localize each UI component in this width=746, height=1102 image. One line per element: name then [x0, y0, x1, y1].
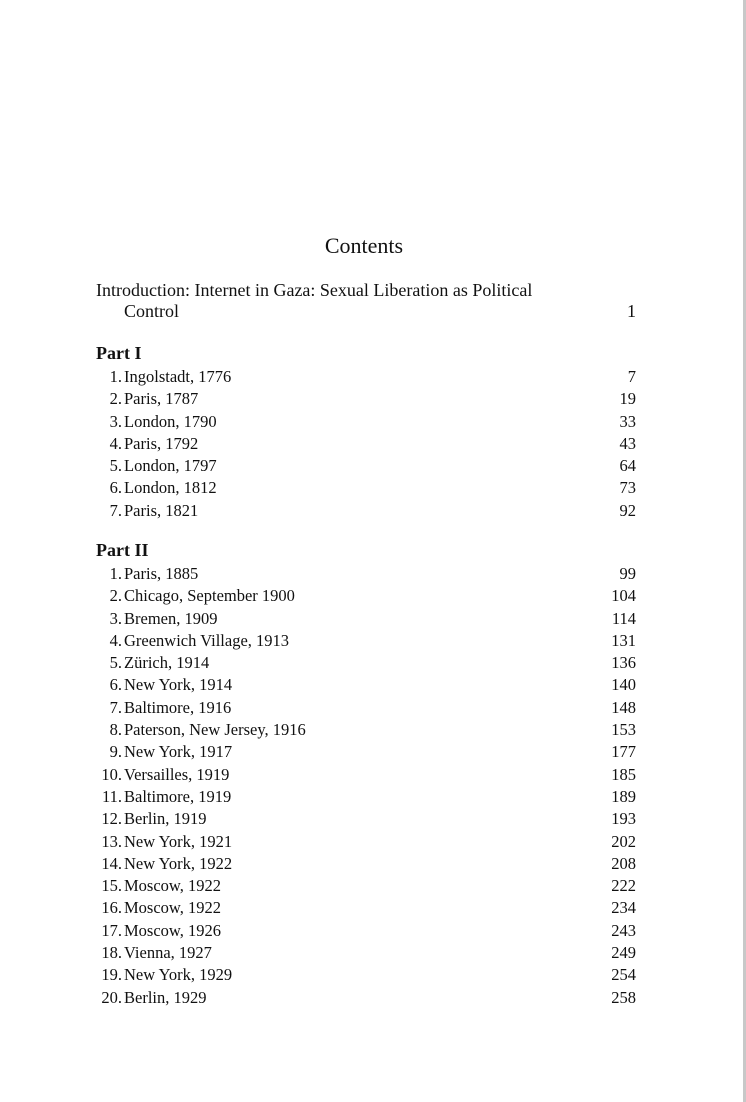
chapter-title: Baltimore, 1919	[124, 786, 232, 806]
toc-entry	[96, 500, 636, 522]
toc-entry-heading	[96, 853, 232, 875]
chapter-number: 7.	[109, 697, 122, 717]
toc-entry-heading	[96, 411, 217, 433]
chapter-title: New York, 1922	[124, 853, 233, 873]
toc-entry-heading	[96, 366, 231, 388]
toc-entry-heading	[96, 608, 217, 630]
toc-entry	[96, 477, 636, 499]
chapter-number: 1.	[109, 367, 122, 386]
chapter-title: Berlin, 1919	[124, 809, 207, 829]
chapter-number: 16.	[101, 898, 122, 918]
part-2-entries	[96, 563, 636, 1009]
intro-title-line2-text: Control	[124, 301, 180, 321]
page-number: 185	[611, 764, 636, 784]
page-number: 249	[611, 943, 636, 963]
chapter-title: New York, 1929	[124, 965, 233, 985]
toc-entry-heading	[96, 786, 231, 808]
chapter-title: Paris, 1885	[124, 564, 199, 583]
chapter-number: 14.	[101, 853, 122, 873]
toc-entry-heading	[96, 388, 198, 410]
chapter-title: Chicago, September 1900	[124, 586, 295, 606]
page-number: 19	[619, 389, 636, 409]
page-number: 258	[611, 987, 636, 1007]
chapter-number: 17.	[101, 920, 122, 940]
chapter-number: 13.	[101, 831, 122, 851]
toc-entry	[96, 652, 636, 674]
toc-entry-heading	[96, 697, 231, 719]
chapter-title: Berlin, 1929	[124, 987, 207, 1007]
chapter-title: Baltimore, 1916	[124, 697, 232, 717]
page-number: 153	[611, 720, 636, 740]
page-number: 92	[619, 500, 636, 520]
chapter-title: Ingolstadt, 1776	[124, 367, 232, 386]
toc-entry	[96, 585, 636, 607]
toc-entry	[96, 455, 636, 477]
page-number: 7	[627, 367, 636, 386]
toc-entry	[96, 875, 636, 897]
toc-entry	[96, 897, 636, 919]
toc-entry	[96, 433, 636, 455]
intro-entry	[96, 280, 636, 322]
toc-entry	[96, 719, 636, 741]
page-number: 99	[619, 564, 636, 583]
toc-entry-heading	[96, 741, 232, 763]
page-number: 114	[611, 608, 636, 628]
chapter-title: Moscow, 1922	[124, 876, 222, 896]
chapter-number: 3.	[109, 608, 122, 628]
chapter-title: New York, 1921	[124, 831, 233, 851]
page-number: 189	[611, 786, 636, 806]
chapter-title: Paterson, New Jersey, 1916	[124, 720, 306, 740]
chapter-number: 2.	[109, 586, 122, 606]
chapter-number: 12.	[101, 809, 122, 829]
toc-entry-heading	[96, 477, 217, 499]
toc-entry	[96, 674, 636, 696]
chapter-title: London, 1812	[124, 478, 217, 498]
chapter-title: London, 1797	[124, 456, 217, 476]
toc-entry	[96, 411, 636, 433]
chapter-number: 18.	[101, 943, 122, 963]
toc-entry-heading	[96, 831, 232, 853]
page-number: 177	[611, 742, 636, 762]
toc-entry	[96, 942, 636, 964]
toc-entry	[96, 964, 636, 986]
toc-entry	[96, 831, 636, 853]
toc-entry	[96, 388, 636, 410]
chapter-number: 5.	[109, 653, 122, 673]
part-2-title: Part II	[96, 540, 149, 560]
toc-entry	[96, 808, 636, 830]
page-number: 136	[611, 653, 636, 673]
toc-entry-heading	[96, 433, 198, 455]
chapter-number: 10.	[101, 764, 122, 784]
page-number: 234	[611, 898, 636, 918]
page-number: 73	[619, 478, 636, 498]
page-number: 193	[611, 809, 636, 829]
chapter-title: New York, 1914	[124, 675, 233, 695]
toc-entry-heading	[96, 674, 232, 696]
toc-entry-heading	[96, 719, 306, 741]
page-number: 243	[611, 920, 636, 940]
toc-entry-heading	[96, 585, 295, 607]
toc-entry-heading	[96, 455, 217, 477]
page-number: 43	[619, 433, 636, 453]
part-2-section	[96, 539, 636, 1009]
toc-entry-heading	[96, 875, 221, 897]
intro-title-line2	[96, 301, 636, 322]
toc-entry-heading	[96, 987, 207, 1009]
chapter-number: 19.	[101, 965, 122, 985]
toc-entry-heading	[96, 897, 221, 919]
toc-entry-heading	[96, 808, 207, 830]
chapter-title: Versailles, 1919	[124, 764, 230, 784]
intro-page-number: 1	[627, 301, 636, 321]
chapter-title: Zürich, 1914	[124, 653, 210, 673]
toc-entry	[96, 987, 636, 1009]
page-number: 208	[611, 853, 636, 873]
chapter-title: Bremen, 1909	[124, 608, 218, 628]
chapter-title: London, 1790	[124, 411, 217, 431]
chapter-number: 2.	[109, 389, 122, 409]
page-number: 33	[619, 411, 636, 431]
toc-entry	[96, 764, 636, 786]
chapter-number: 1.	[109, 564, 122, 583]
chapter-number: 9.	[109, 742, 122, 762]
page-title: Contents	[324, 233, 404, 258]
chapter-title: Paris, 1792	[124, 433, 199, 453]
page-number: 131	[611, 630, 636, 650]
toc-entry	[96, 608, 636, 630]
page-number: 202	[611, 831, 636, 851]
chapter-title: Moscow, 1926	[124, 920, 222, 940]
chapter-title: Paris, 1821	[124, 500, 199, 520]
page-number: 148	[611, 697, 636, 717]
chapter-number: 5.	[109, 456, 122, 476]
chapter-number: 20.	[101, 987, 122, 1007]
toc-entry-heading	[96, 500, 198, 522]
toc-entry	[96, 563, 636, 585]
chapter-number: 15.	[101, 876, 122, 896]
chapter-title: Greenwich Village, 1913	[124, 630, 290, 650]
page-number: 222	[611, 876, 636, 896]
chapter-title: Vienna, 1927	[124, 943, 212, 963]
chapter-number: 11.	[101, 786, 122, 806]
toc-entry	[96, 786, 636, 808]
chapter-number: 3.	[109, 411, 122, 431]
chapter-title: Paris, 1787	[124, 389, 199, 409]
page-number: 140	[611, 675, 636, 695]
page-number: 64	[619, 456, 636, 476]
part-1-title: Part I	[96, 343, 142, 363]
chapter-number: 4.	[109, 433, 122, 453]
part-1-section	[96, 342, 636, 522]
chapter-number: 6.	[109, 675, 122, 695]
toc-entry-heading	[96, 630, 289, 652]
toc-entry-heading	[96, 652, 209, 674]
chapter-number: 6.	[109, 478, 122, 498]
page-number: 254	[611, 965, 636, 985]
toc-entry	[96, 366, 636, 388]
toc-entry-heading	[96, 764, 229, 786]
toc-entry	[96, 630, 636, 652]
toc-entry	[96, 697, 636, 719]
toc-entry-heading	[96, 942, 212, 964]
page-number: 104	[611, 586, 636, 606]
chapter-number: 7.	[109, 500, 122, 520]
chapter-title: Moscow, 1922	[124, 898, 222, 918]
toc-entry	[96, 920, 636, 942]
chapter-number: 4.	[109, 630, 122, 650]
toc-entry	[96, 741, 636, 763]
intro-title-line1: Introduction: Internet in Gaza: Sexual Liberation as Political	[96, 280, 533, 300]
toc-entry-heading	[96, 964, 232, 986]
chapter-title: New York, 1917	[124, 742, 233, 762]
toc-entry-heading	[96, 563, 198, 585]
chapter-number: 8.	[109, 720, 122, 740]
toc-entry	[96, 853, 636, 875]
toc-entry-heading	[96, 920, 221, 942]
part-1-entries	[96, 366, 636, 522]
